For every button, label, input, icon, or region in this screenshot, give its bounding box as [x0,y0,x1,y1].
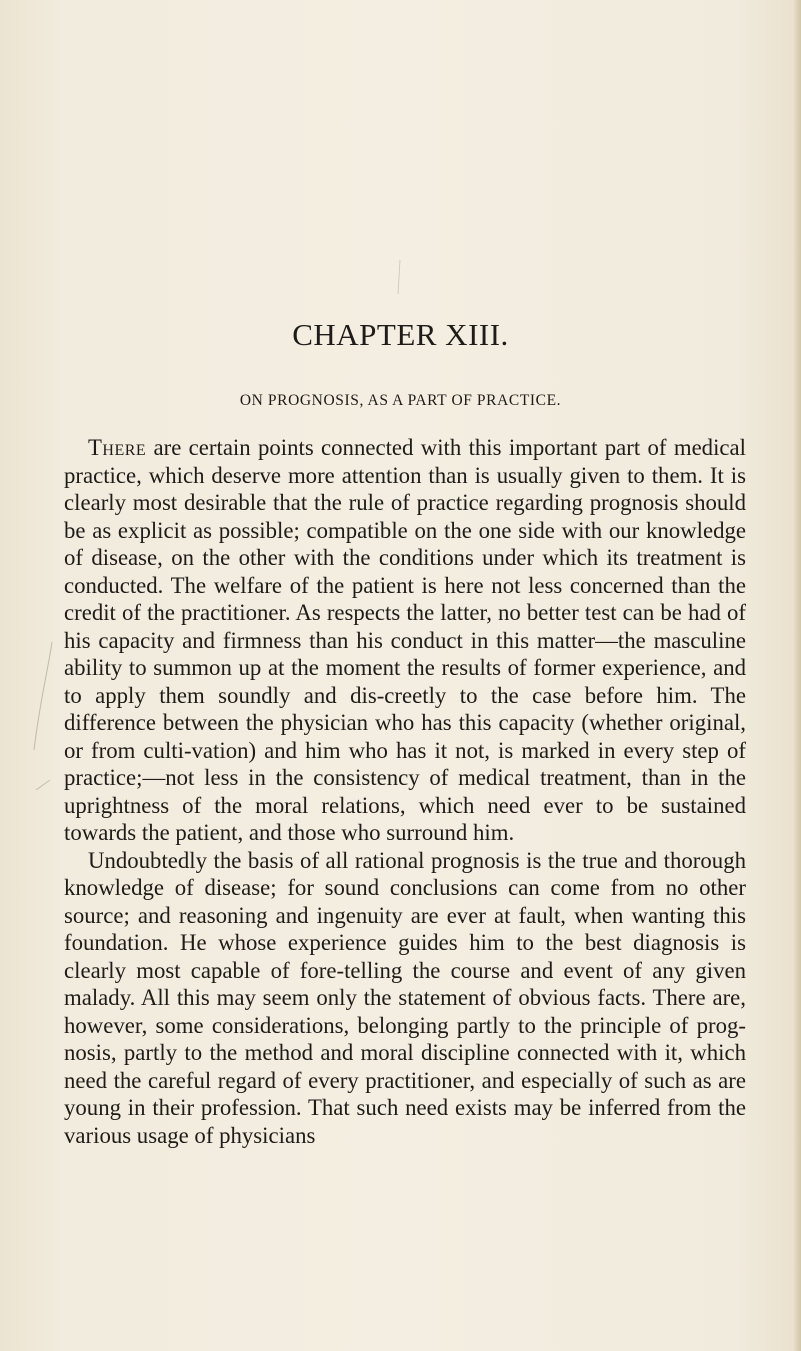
paragraph-lead-word: There [88,435,147,460]
chapter-subtitle: ON PROGNOSIS, AS A PART OF PRACTICE. [239,392,562,409]
pencil-margin-mark [30,640,60,790]
paragraph [64,434,746,847]
chapter-title: CHAPTER XIII. [292,317,509,352]
paragraph-text: Undoubtedly the basis of all rational prognosis is the true and thorough knowledge of disease; for sound conclusions can come from no other source; and reasoning and ingenuity are ever at fault, when wanting this foundation. He whose experience guides him to the best diagnosis is clearly most capable of fore-telling the course and event of any given malady. All this may seem only the statement of obvious facts. There are, however, some considerations, belonging partly to the principle of prog-nosis, partly to the method and moral discipline connected with it, which need the careful regard of every practitioner, and especially of such as are young in their profession. That such need exists may be inferred from the various usage of physicians [64,847,746,1148]
page-edge-shadow [793,0,801,1351]
paragraph-text: are certain points connected with this important part of medical practice, which deserve more attention than is usually given to them. It is clearly most desirable that the rule of practice regarding prognosis should be as explicit as possible; compatible on the one side with our knowledge of disease, on the other with the conditions under which its treatment is conducted. The welfare of the patient is here not less concerned than the credit of the practitioner. As respects the latter, no better test can be had of his capacity and firmness than his conduct in this matter—the masculine ability to summon up at the moment the results of former experience, and to apply them soundly and dis-creetly to the case before him. The difference between the physician who has this capacity (whether original, or from culti-vation) and him who has it not, is marked in every step of practice;—not less in the consistency of medical treatment, than in the uprightness of the moral relations, which need ever to be sustained towards the patient, and those who surround him. [64,435,746,845]
paragraph [64,847,746,1150]
pencil-dot-mark [395,258,405,298]
body-text [64,434,746,1149]
